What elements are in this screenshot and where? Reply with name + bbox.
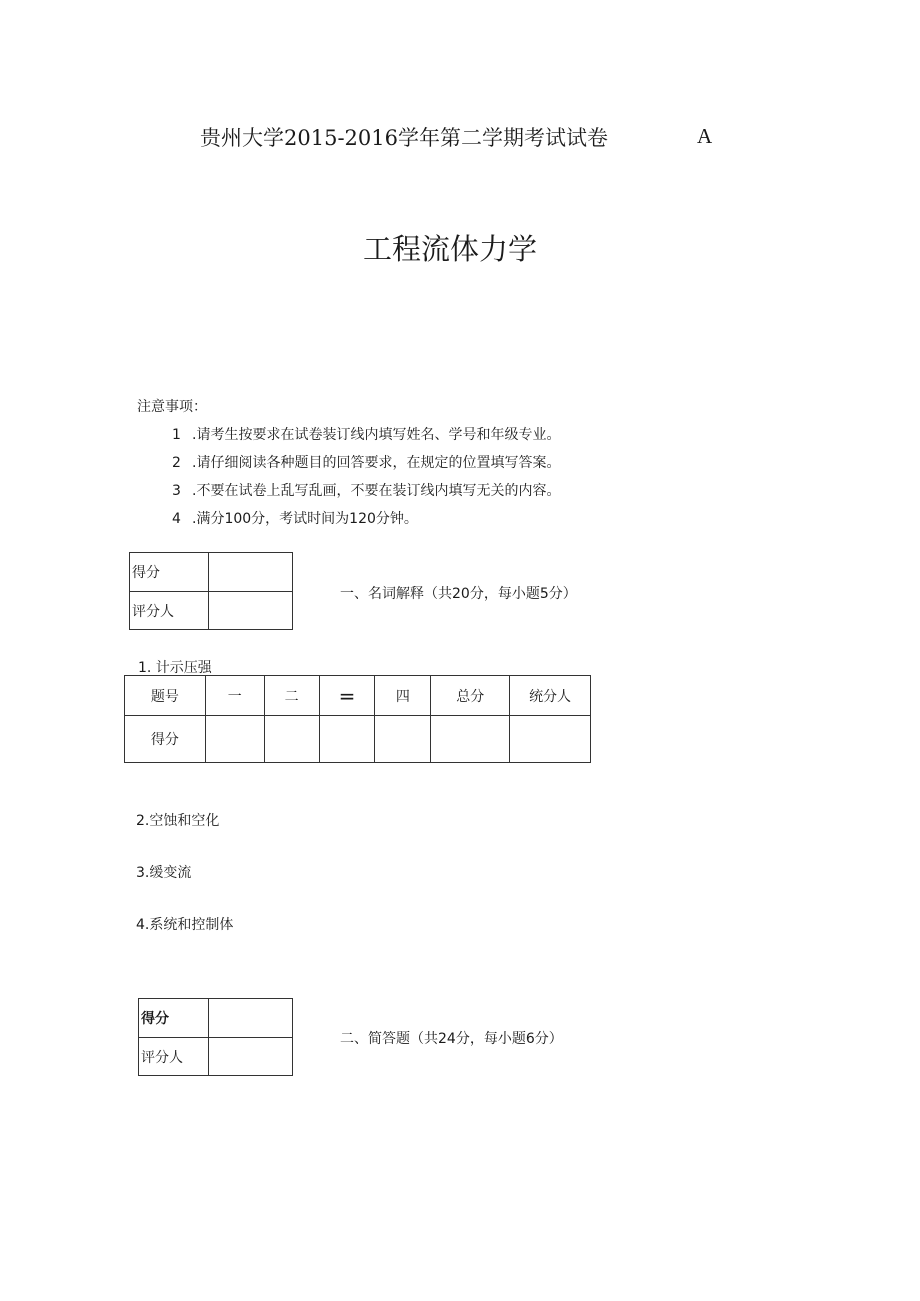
summary-score-table	[124, 675, 591, 763]
question-4: 4.系统和控制体	[136, 917, 234, 933]
table-header-cell: 四	[375, 676, 431, 716]
note-number: 3	[172, 483, 181, 499]
grader-blank-cell[interactable]	[209, 592, 293, 630]
note-item	[172, 452, 560, 472]
question-3: 3.缓变流	[136, 865, 192, 881]
score-entry-cell[interactable]	[264, 716, 319, 763]
grader-label: 评分人	[139, 1038, 209, 1076]
score-entry-cell[interactable]	[431, 716, 510, 763]
course-title: 工程流体力学	[363, 232, 538, 266]
table-header-cell: 统分人	[510, 676, 591, 716]
table-header-cell: 二	[264, 676, 319, 716]
note-text: .请仔细阅读各种题目的回答要求，在规定的位置填写答案。	[192, 455, 561, 471]
section2-title: 二、简答题（共24分，每小题6分）	[340, 1031, 563, 1047]
section1-score-box	[129, 552, 293, 630]
notes-heading: 注意事项：	[137, 399, 207, 415]
note-item	[172, 508, 418, 528]
note-text: .请考生按要求在试卷装订线内填写姓名、学号和年级专业。	[192, 427, 561, 443]
table-header-cell: 总分	[431, 676, 510, 716]
section1-title: 一、名词解释（共20分，每小题5分）	[340, 586, 577, 602]
table-row-label: 得分	[125, 716, 206, 763]
note-item	[172, 480, 560, 500]
question-2: 2.空蚀和空化	[136, 813, 220, 829]
exam-header-title: 贵州大学2015-2016学年第二学期考试试卷	[200, 126, 608, 150]
note-number: 1	[172, 427, 181, 443]
question-1: 1. 计示压强	[138, 660, 212, 676]
score-label: 得分	[139, 999, 209, 1038]
table-header-cell: =	[319, 676, 375, 716]
table-header-cell: 一	[205, 676, 264, 716]
score-entry-cell[interactable]	[319, 716, 375, 763]
score-label: 得分	[130, 553, 209, 592]
note-item	[172, 424, 560, 444]
note-number: 4	[172, 511, 181, 527]
score-blank-cell[interactable]	[209, 553, 293, 592]
table-header-cell: 题号	[125, 676, 206, 716]
paper-version-label: A	[697, 124, 713, 148]
score-entry-cell[interactable]	[375, 716, 431, 763]
note-text: .满分100分，考试时间为120分钟。	[192, 511, 418, 527]
note-text: .不要在试卷上乱写乱画，不要在装订线内填写无关的内容。	[192, 483, 561, 499]
note-number: 2	[172, 455, 181, 471]
grader-blank-cell[interactable]	[209, 1038, 293, 1076]
score-blank-cell[interactable]	[209, 999, 293, 1038]
score-entry-cell[interactable]	[510, 716, 591, 763]
grader-label: 评分人	[130, 592, 209, 630]
section2-score-box	[138, 998, 293, 1076]
score-entry-cell[interactable]	[205, 716, 264, 763]
